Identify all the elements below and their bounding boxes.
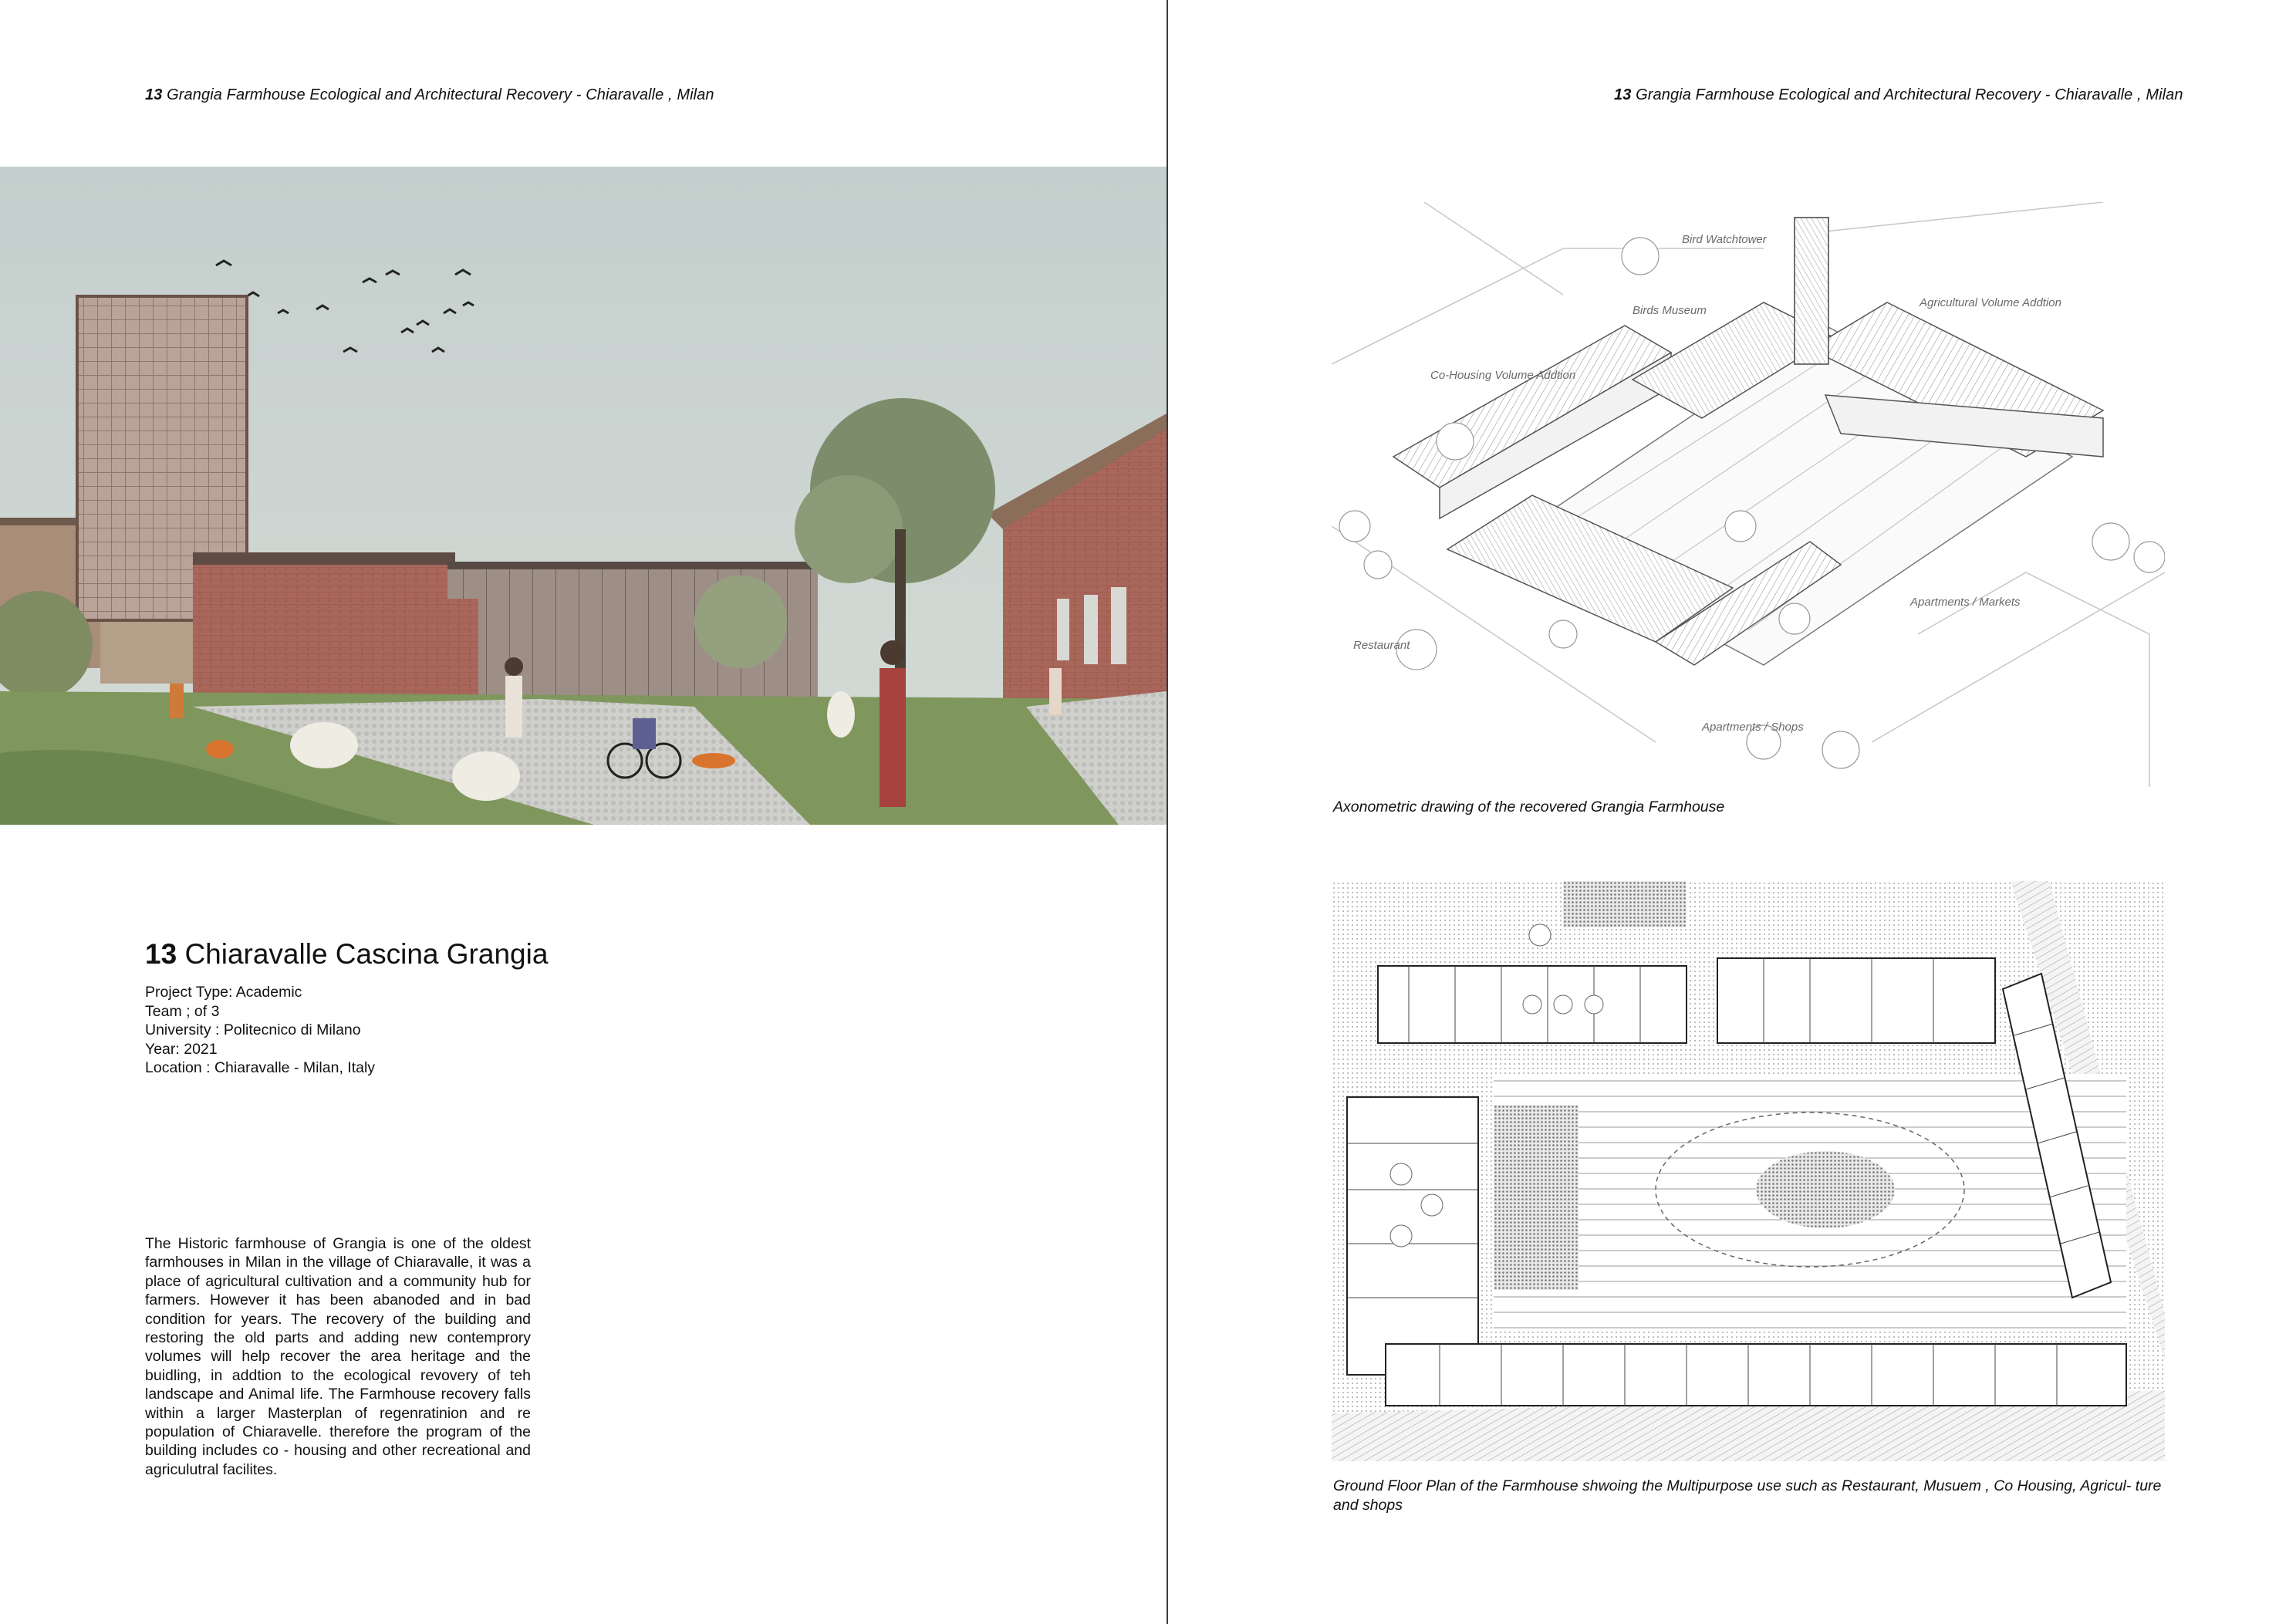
project-title	[145, 938, 548, 971]
spread-divider	[1167, 0, 1168, 1624]
label-birds-museum: Birds Museum	[1633, 304, 1707, 317]
header-number: 13	[145, 86, 163, 103]
page-header-right	[1614, 86, 2183, 104]
meta-year: Year: 2021	[145, 1040, 218, 1058]
ground-floor-plan	[1332, 881, 2165, 1461]
axonometric-drawing	[1332, 202, 2165, 787]
axonometric-caption: Axonometric drawing of the recovered Grangia Farmhouse	[1333, 798, 1725, 815]
label-agricultural-volume: Agricultural Volume Addtion	[1920, 296, 2061, 309]
project-description: The Historic farmhouse of Grangia is one of the oldest farmhouses in Milan in the village of Chiaravalle, it was a place of agricultural cultivation and a community hub for farmers. However it has been abanoded and in bad condition for years. The recovery of the building and restoring the old parts and adding new contemprory volumes will help recover the area heritage and the buidling, in addtion to the ecological revovery of teh landscape and Animal life. The Farmhouse recovery falls within a larger Masterplan of regenratinion and re population of Chiaravelle. therefore the program of the building includes co - housing and other recreational and agriculutral facilites.	[145, 1235, 531, 1478]
meta-location: Location : Chiaravalle - Milan, Italy	[145, 1059, 376, 1076]
meta-university: University : Politecnico di Milano	[145, 1021, 361, 1038]
header-number: 13	[1614, 86, 1632, 103]
courtyard-rendering	[0, 167, 1167, 825]
header-title: Grangia Farmhouse Ecological and Architectural Recovery - Chiaravalle , Milan	[167, 86, 714, 103]
page-header-left	[145, 86, 714, 104]
plan-caption: Ground Floor Plan of the Farmhouse shwoing the Multipurpose use such as Restaurant, Musuem , Co Housing, Agricul- ture and shops	[1333, 1477, 2162, 1514]
label-apartments-markets: Apartments / Markets	[1910, 596, 2021, 609]
label-cohousing-volume: Co-Housing Volume Addtion	[1430, 369, 1576, 382]
meta-team: Team ; of 3	[145, 1002, 220, 1020]
project-number: 13	[145, 938, 177, 970]
project-meta	[145, 983, 375, 1078]
label-restaurant: Restaurant	[1353, 639, 1410, 652]
project-name: Chiaravalle Cascina Grangia	[184, 938, 549, 970]
label-bird-watchtower: Bird Watchtower	[1682, 233, 1767, 246]
header-title: Grangia Farmhouse Ecological and Architectural Recovery - Chiaravalle , Milan	[1636, 86, 2183, 103]
meta-project-type: Project Type: Academic	[145, 984, 302, 1001]
label-apartments-shops: Apartments / Shops	[1702, 721, 1804, 734]
